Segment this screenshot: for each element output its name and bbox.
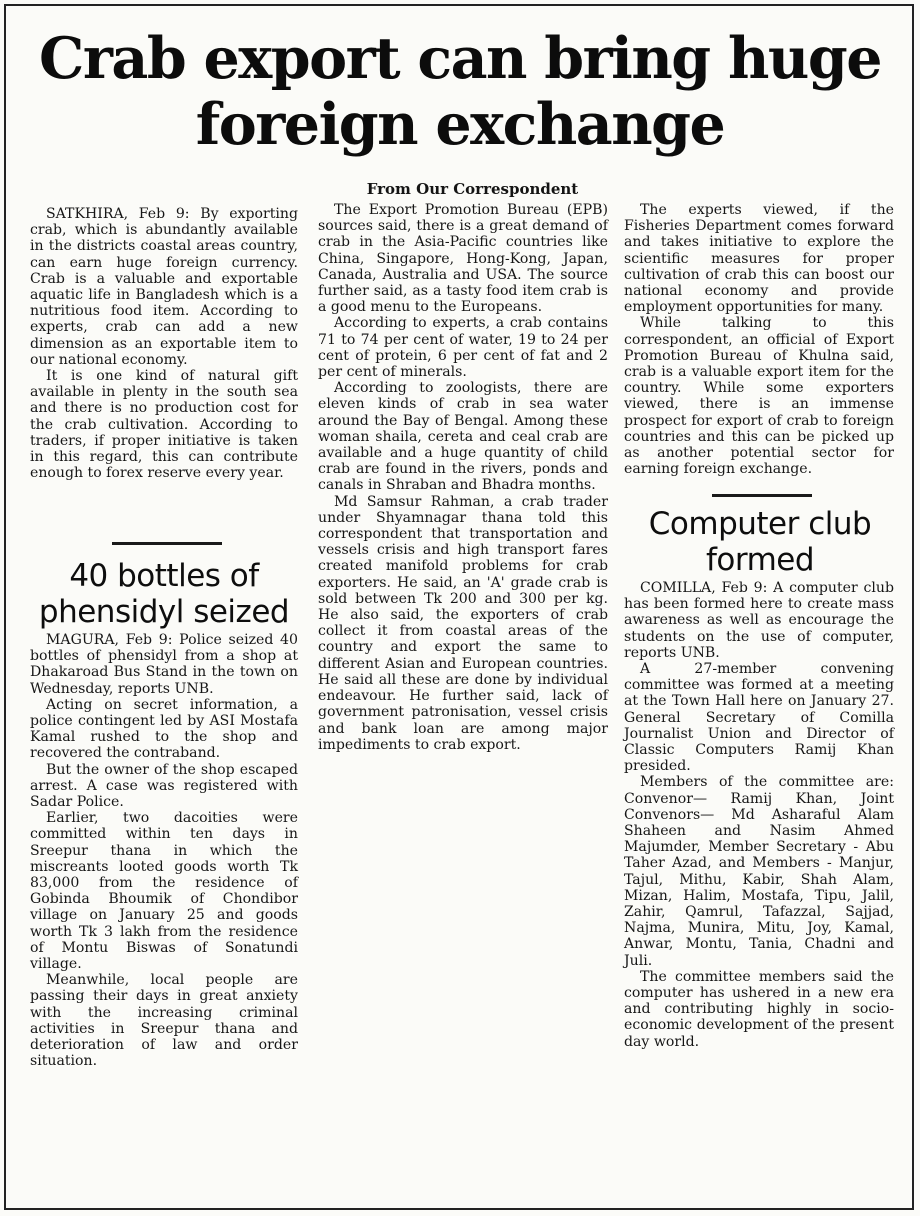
computer-club-story-paragraph: COMILLA, Feb 9: A computer club has been formed here to create mass awareness as well as encourage the students on the use of computer, reports UNB. [624, 580, 894, 661]
divider-rule-right [712, 494, 812, 497]
crab-story-paragraph: The experts viewed, if the Fisheries Department comes forward and takes initiative to explore the scientific measures for proper cultivation of crab this can boost our national economy and provide employment opportunities for many. [624, 202, 894, 316]
phensidyl-story-paragraph: MAGURA, Feb 9: Police seized 40 bottles of phensidyl from a shop at Dhakaroad Bus Stand in the town on Wednesday, reports UNB. [30, 632, 298, 697]
crab-story-paragraph: According to experts, a crab contains 71 to 74 per cent of water, 19 to 24 per cent of protein, 6 per cent of fat and 2 per cent of minerals. [318, 315, 608, 381]
computer-club-story-paragraph: A 27-member convening committee was formed at a meeting at the Town Hall here on January 27. General Secretary of Comilla Journalist Union and Director of Classic Computers Ramij Khan presided. [624, 661, 894, 775]
phensidyl-story-paragraph: Earlier, two dacoities were committed within ten days in Sreepur thana in which the miscreants looted goods worth Tk 83,000 from the residence of Gobinda Bhoumik of Chondibor village on January 25 and goods worth Tk 3 lakh from the residence of Montu Biswas of Sonatundi village. [30, 810, 298, 973]
computer-club-headline-line-1: Computer club [648, 506, 872, 542]
crab-story-column-1 [30, 206, 298, 481]
crab-story-column-2 [318, 202, 608, 753]
computer-club-story-paragraph: Members of the committee are: Convenor— Ramij Khan, Joint Convenors— Md Asharaful Alam Shaheen and Nasim Ahmed Majumder, Member Secretary - Abu Taher Azad, and Members - Manjur, Tajul, Mithu, Kabir, Shah Alam, Mizan, Halim, Mostafa, Tipu, Jalil, Zahir, Qamrul, Tafazzal, Sajjad, Najma, Munira, Mitu, Joy, Kamal, Anwar, Montu, Tania, Chadni and Juli. [624, 774, 894, 969]
byline: From Our Correspondent [366, 180, 579, 198]
main-headline [0, 26, 920, 158]
crab-story-paragraph: According to zoologists, there are eleven kinds of crab in sea water around the Bay of Bengal. Among these woman shaila, cereta and ceal crab are available and a huge quantity of child crab are found in the rivers, ponds and canals in Shraban and Bhadra months. [318, 380, 608, 494]
computer-club-headline [620, 506, 900, 578]
computer-club-headline-line-2: formed [705, 542, 815, 578]
crab-story-paragraph: It is one kind of natural gift available in plenty in the south sea and there is no production cost for the crab cultivation. According to traders, if proper initiative is taken in this regard, this can contribute enough to forex reserve every year. [30, 368, 298, 482]
computer-club-story-paragraph: The committee members said the computer has ushered in a new era and contributing highly in socio-economic development of the present day world. [624, 968, 894, 1050]
phensidyl-headline-line-2: phensidyl seized [38, 594, 290, 630]
crab-story-column-3 [624, 202, 894, 477]
phensidyl-story-body [30, 632, 298, 1069]
phensidyl-story-paragraph: Acting on secret information, a police contingent led by ASI Mostafa Kamal rushed to the shop and recovered the contraband. [30, 696, 298, 762]
headline-line-1: Crab export can bring huge [39, 25, 881, 92]
phensidyl-headline-line-1: 40 bottles of [69, 558, 259, 594]
phensidyl-story-paragraph: Meanwhile, local people are passing their days in great anxiety with the increasing criminal activities in Sreepur thana and deterioration of law and order situation. [30, 972, 298, 1070]
headline-line-2: foreign exchange [195, 91, 725, 158]
computer-club-story-body [624, 580, 894, 1050]
crab-story-paragraph: The Export Promotion Bureau (EPB) sources said, there is a great demand of crab in the Asia-Pacific countries like China, Singapore, Hong-Kong, Japan, Canada, Australia and USA. The source further said, as a tasty food item crab is a good menu to the Europeans. [318, 202, 608, 316]
divider-rule-left [112, 542, 222, 545]
crab-story-paragraph: SATKHIRA, Feb 9: By exporting crab, which is abundantly available in the districts coastal areas country, can earn huge foreign currency. Crab is a valuable and exportable aquatic life in Bangladesh which is a nutritious food item. According to experts, crab can add a new dimension as an exportable item to our national economy. [30, 206, 298, 368]
crab-story-paragraph: Md Samsur Rahman, a crab trader under Shyamnagar thana told this correspondent that transportation and vessels crisis and high transport fares created manifold problems for crab exporters. He said, an 'A' grade crab is sold between Tk 200 and 300 per kg. He also said, the exporters of crab collect it from coastal areas of the country and export the same to different Asian and European countries. He said all these are done by individual endeavour. He further said, lack of government patronisation, vessel crisis and bank loan are among major impediments to crab export. [318, 493, 608, 753]
crab-story-paragraph: While talking to this correspondent, an official of Export Promotion Bureau of Khulna said, crab is a valuable export item for the country. While some exporters viewed, there is an immense prospect for export of crab to foreign countries and this can be picked up as another potential sector for earning foreign exchange. [624, 315, 894, 478]
phensidyl-headline [24, 558, 304, 630]
phensidyl-story-paragraph: But the owner of the shop escaped arrest. A case was registered with Sadar Police. [30, 761, 298, 811]
